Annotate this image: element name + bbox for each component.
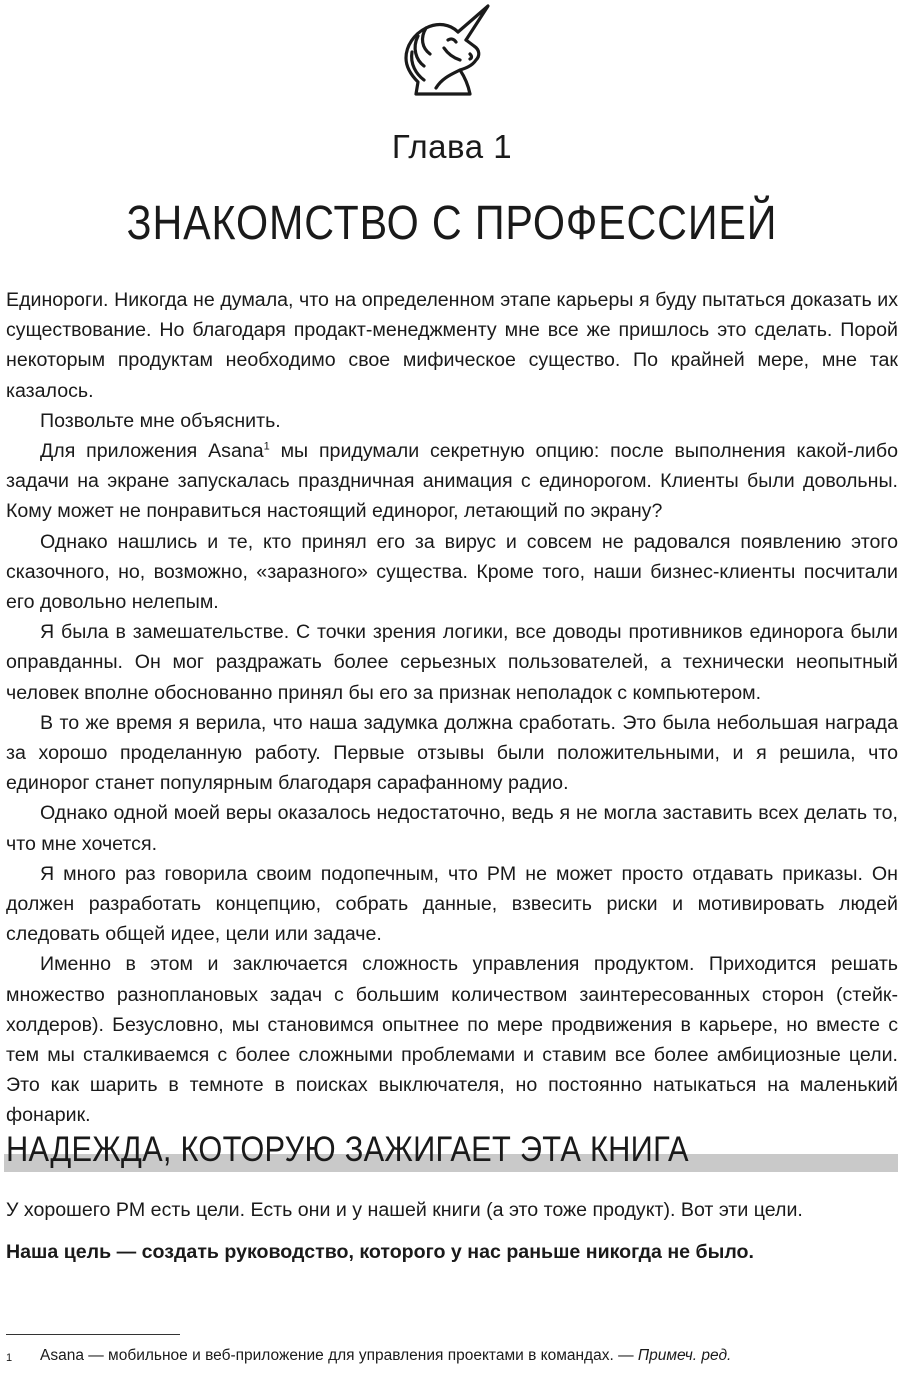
section-heading-text: НАДЕЖДА, КОТОРУЮ ЗАЖИГАЕТ ЭТА КНИГА <box>6 1130 689 1169</box>
section-goal: Наша цель — создать руководство, которого у нас раньше никогда не было. <box>6 1241 754 1263</box>
footnote-ref[interactable]: 1 <box>263 440 270 453</box>
paragraph: В то же время я верила, что наша задумка должна сработать. Это была небольшая награда за хорошо проделанную работу. Первые отзывы были положительными, и я решила, что единорог станет популярным благодаря сарафанному радио. <box>6 711 898 795</box>
paragraph: Единороги. Никогда не думала, что на определенном этапе карьеры я буду пытаться доказать их существование. Но благодаря продакт-менеджменту мне все же пришлось это сделать. Порой некоторым продуктам необходимо свое мифическое существо. По крайней мере, мне так казалось. <box>6 289 898 402</box>
chapter-title: ЗНАКОМСТВО С ПРОФЕССИЕЙ <box>126 197 778 250</box>
paragraph-text: мы придумали секретную опцию: после выполнения какой-либо задачи на экране запускалась праздничная анимация с единорогом. Клиенты были довольны. Кому может не понравиться настоящий единорог, летающий по экрану? <box>6 440 898 523</box>
paragraph-text: Для приложения Asana <box>40 440 264 463</box>
paragraph: Позвольте мне объяснить. <box>40 409 281 432</box>
paragraph <box>6 436 898 527</box>
paragraph: Я была в замешательстве. С точки зрения логики, все доводы противников единорога были оправданны. Он мог раздражать более серьезных пользователей, а технически неопытный человек вполне обоснованно принял бы его за признак неполадок с компьютером. <box>6 621 898 704</box>
paragraph: Однако нашлись и те, кто принял его за вирус и совсем не радовался появлению этого сказочного, но, возможно, «заразного» существа. Кроме того, наши бизнес-клиенты посчитали его довольно нелепым. <box>6 530 898 614</box>
paragraph: Однако одной моей веры оказалось недостаточно, ведь я не могла заставить всех делать то, что мне хочется. <box>6 802 898 855</box>
footnote-divider <box>6 1334 180 1335</box>
footnote-editor-note: Примеч. ред. <box>637 1347 732 1364</box>
paragraph: Именно в этом и заключается сложность управления продуктом. Приходится решать множество разноплановых задач с большим количеством заинтересованных сторон (стейкхолдеров). Безусловно, мы становимся опытнее по мере продвижения в карьере, но вместе с тем мы сталкиваемся с более сложными проблемами и ставим все более амбициозные цели. Это как шарить в темноте в поисках выключателя, но постоянно натыкаться на маленький фонарик. <box>6 953 898 1127</box>
footnote-number: 1 <box>6 1352 13 1364</box>
chapter-body <box>6 285 898 1131</box>
unicorn-icon <box>396 2 496 98</box>
section-heading <box>4 1130 898 1176</box>
section-intro: У хорошего PM есть цели. Есть они и у нашей книги (а это тоже продукт). Вот эти цели. <box>6 1199 803 1221</box>
chapter-label: Глава 1 <box>391 128 513 165</box>
footnote <box>6 1345 731 1367</box>
footnote-text: Asana — мобильное и веб-приложение для управления проектами в командах. — <box>40 1347 638 1364</box>
paragraph: Я много раз говорила своим подопечным, что PM не может просто отдавать приказы. Он должен разработать концепцию, собрать данные, взвесить риски и мотивировать людей следовать общей идее, цели или задаче. <box>6 862 898 946</box>
